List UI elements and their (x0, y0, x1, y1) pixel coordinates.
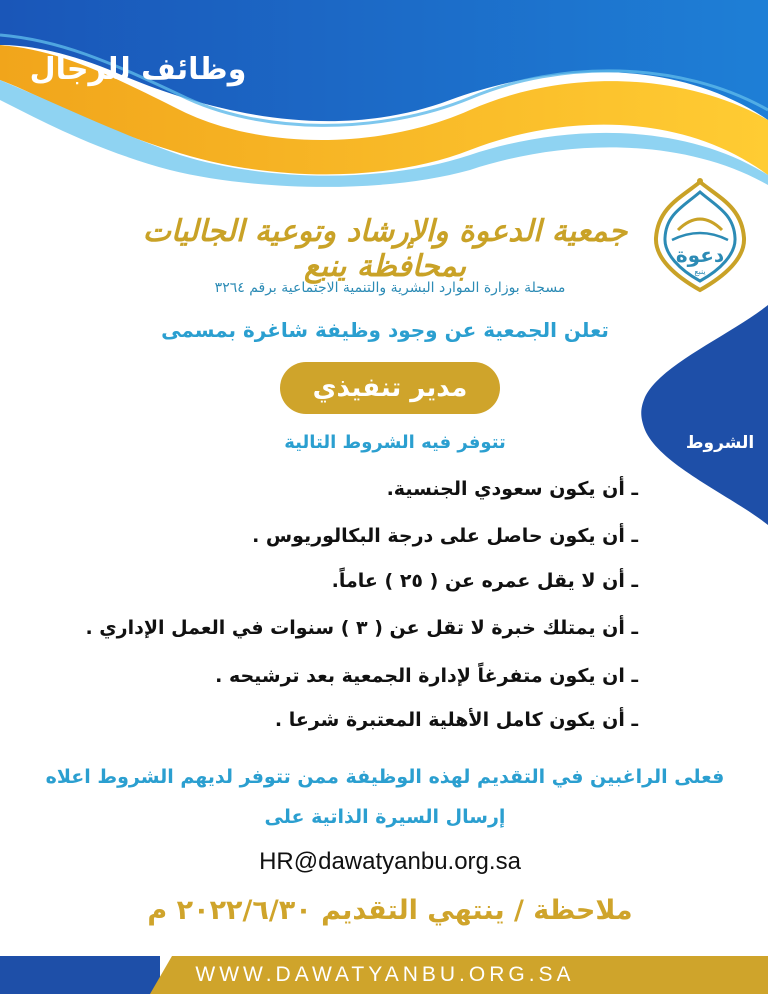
organization-registration: مسجلة بوزارة الموارد البشرية والتنمية الاجتماعية برقم ٣٢٦٤ (214, 280, 566, 296)
apply-instructions-line1: فعلى الراغبين في التقديم لهذه الوظيفة ممن تتوفر لديهم الشروط اعلاه (45, 766, 725, 788)
conditions-tab-label: الشروط (685, 433, 755, 453)
requirement-item: ـ أن لا يقل عمره عن ( ٢٥ ) عاماً. (331, 570, 638, 592)
footer-blue-block (0, 956, 160, 994)
requirement-item: ـ أن يكون كامل الأهلية المعتبرة شرعا . (274, 709, 638, 731)
conditions-heading: تتوفر فيه الشروط التالية (284, 432, 506, 453)
logo-text: دعوة (675, 243, 725, 267)
requirement-item: ـ أن يكون حاصل على درجة البكالوريوس . (252, 525, 638, 547)
requirement-item: ـ أن يكون سعودي الجنسية. (386, 478, 638, 500)
footer-bar (0, 956, 768, 994)
website-url[interactable]: WWW.DAWATYANBU.ORG.SA (195, 963, 575, 986)
deadline-note: ملاحظة / ينتهي التقديم ٢٠٢٢/٦/٣٠ م (147, 895, 633, 926)
application-email[interactable]: HR@dawatyanbu.org.sa (259, 848, 521, 875)
vacancy-announcement: تعلن الجمعية عن وجود وظيفة شاغرة بمسمى (161, 318, 609, 342)
requirement-item: ـ أن يمتلك خبرة لا تقل عن ( ٣ ) سنوات في العمل الإداري . (85, 617, 638, 639)
logo-subtext: ينبع (694, 267, 706, 276)
organization-name: جمعية الدعوة والإرشاد وتوعية الجاليات بمحافظة ينبع (142, 214, 628, 284)
requirement-item: ـ ان يكون متفرغاً لإدارة الجمعية بعد ترشيحه . (215, 665, 638, 687)
conditions-tab-shape (640, 305, 768, 525)
job-title-badge: مدير تنفيذي (280, 362, 500, 414)
header-waves (0, 0, 768, 190)
apply-instructions-line2: إرسال السيرة الذاتية على (264, 806, 506, 828)
organization-logo (650, 178, 750, 298)
page-title: وظائف للرجال (29, 52, 247, 87)
